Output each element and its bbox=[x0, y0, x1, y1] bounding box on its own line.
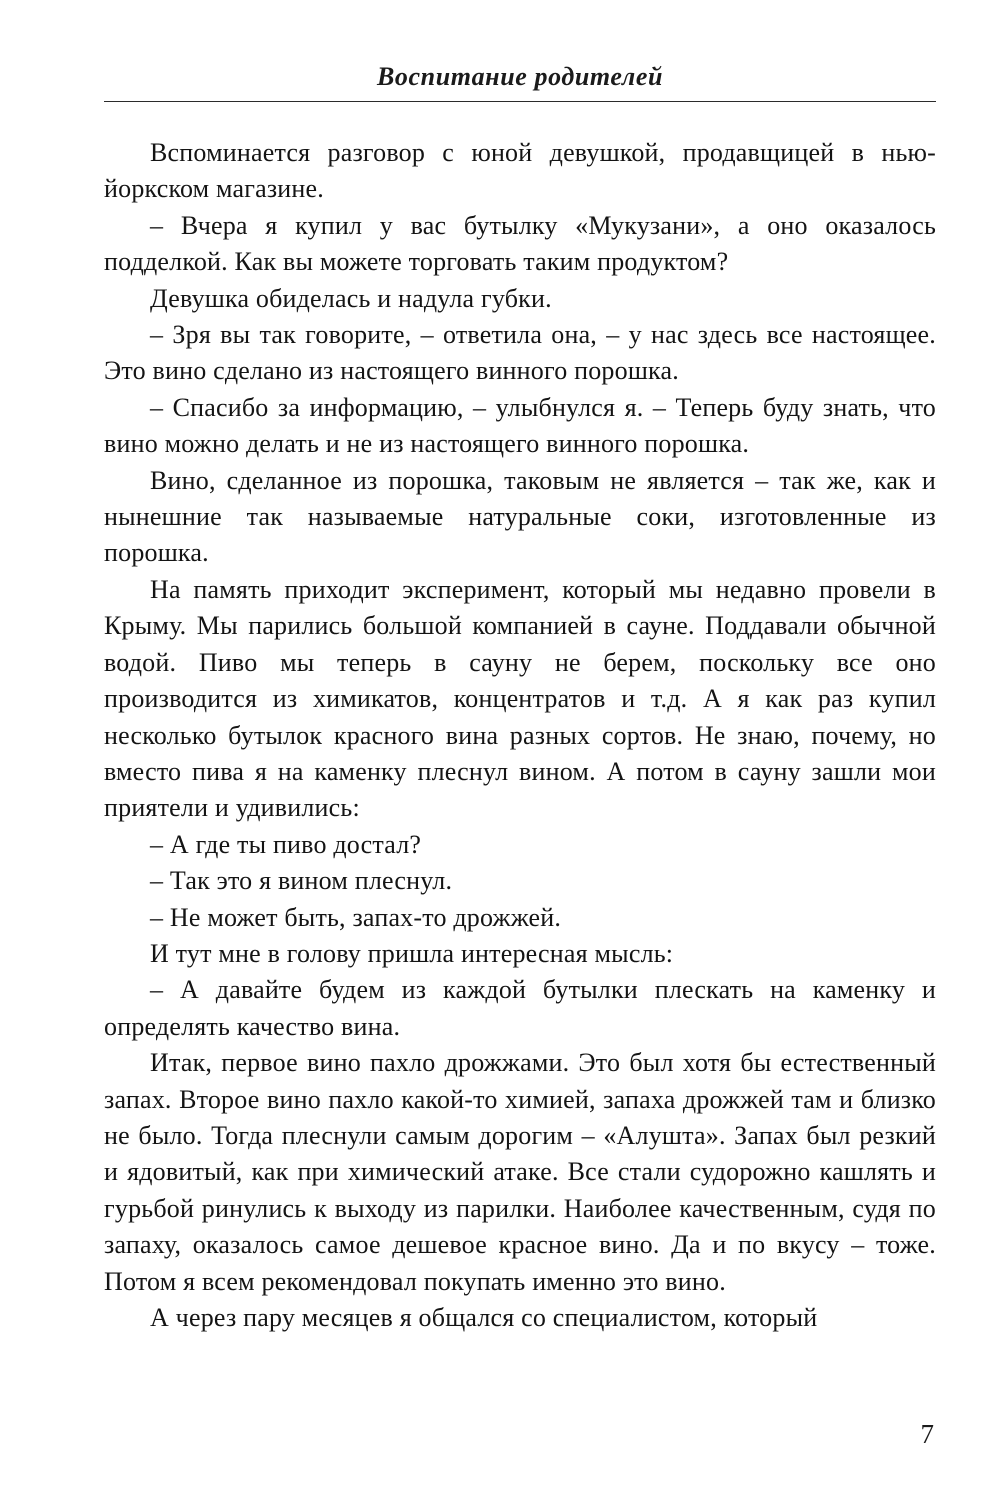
paragraph: – Спасибо за информацию, – улыбнулся я. – Теперь буду знать, что вино можно делать и не из настоящего винного порошка. bbox=[104, 392, 936, 459]
paragraph: – А давайте будем из каждой бутылки плескать на каменку и определять качество вина. bbox=[104, 975, 936, 1041]
paragraph: – А где ты пиво достал? bbox=[150, 829, 422, 859]
header-rule bbox=[104, 101, 936, 102]
paragraph: – Так это я вином плеснул. bbox=[150, 866, 453, 896]
paragraph: И тут мне в голову пришла интересная мысль: bbox=[150, 938, 674, 968]
paragraph: – Не может быть, запах-то дрожжей. bbox=[150, 902, 562, 932]
paragraph: – Вчера я купил у вас бутылку «Мукузани», а оно оказалось подделкой. Как вы можете торговать таким продуктом? bbox=[104, 210, 936, 277]
page-number: 7 bbox=[920, 1419, 934, 1449]
paragraph: Девушка обиделась и надула губки. bbox=[150, 283, 552, 313]
paragraph: На память приходит эксперимент, который мы недавно провели в Крыму. Мы парились большой компанией в сауне. Поддавали обычной водой. Пиво мы теперь в сауну не берем, поскольку все оно производится из химикатов, концентратов и т.д. А я как раз купил несколько бутылок красного вина разных сортов. Не знаю, почему, но вместо пива я на каменку плеснул вином. А потом в сауну зашли мои приятели и удивились: bbox=[104, 574, 936, 823]
paragraph: Вспоминается разговор с юной девушкой, продавщицей в нью-йоркском магазине. bbox=[104, 138, 936, 204]
running-header bbox=[104, 62, 936, 102]
chapter-title: Воспитание родителей bbox=[376, 62, 664, 91]
paragraph: А через пару месяцев я общался со специалистом, который bbox=[150, 1303, 818, 1332]
paragraph: – Зря вы так говорите, – ответила она, – у нас здесь все настоящее. Это вино сделано из настоящего винного порошка. bbox=[104, 320, 936, 386]
paragraph: Вино, сделанное из порошка, таковым не является – так же, как и нынешние так называемые натуральные соки, изготовленные из порошка. bbox=[104, 465, 936, 568]
paragraph: Итак, первое вино пахло дрожжами. Это был хотя бы естественный запах. Второе вино пахло какой-то химией, запаха дрожжей там и близко не было. Тогда плеснули самым дорогим – «Алушта». Запах был резкий и ядовитый, как при химический атаке. Все стали судорожно кашлять и гурьбой ринулись к выходу из парилки. Наиболее качественным, судя по запаху, оказалось самое дешевое красное вино. Да и по вкусу – тоже. Потом я всем рекомендовал покупать именно это вино. bbox=[104, 1048, 936, 1296]
body-text bbox=[104, 135, 936, 1336]
